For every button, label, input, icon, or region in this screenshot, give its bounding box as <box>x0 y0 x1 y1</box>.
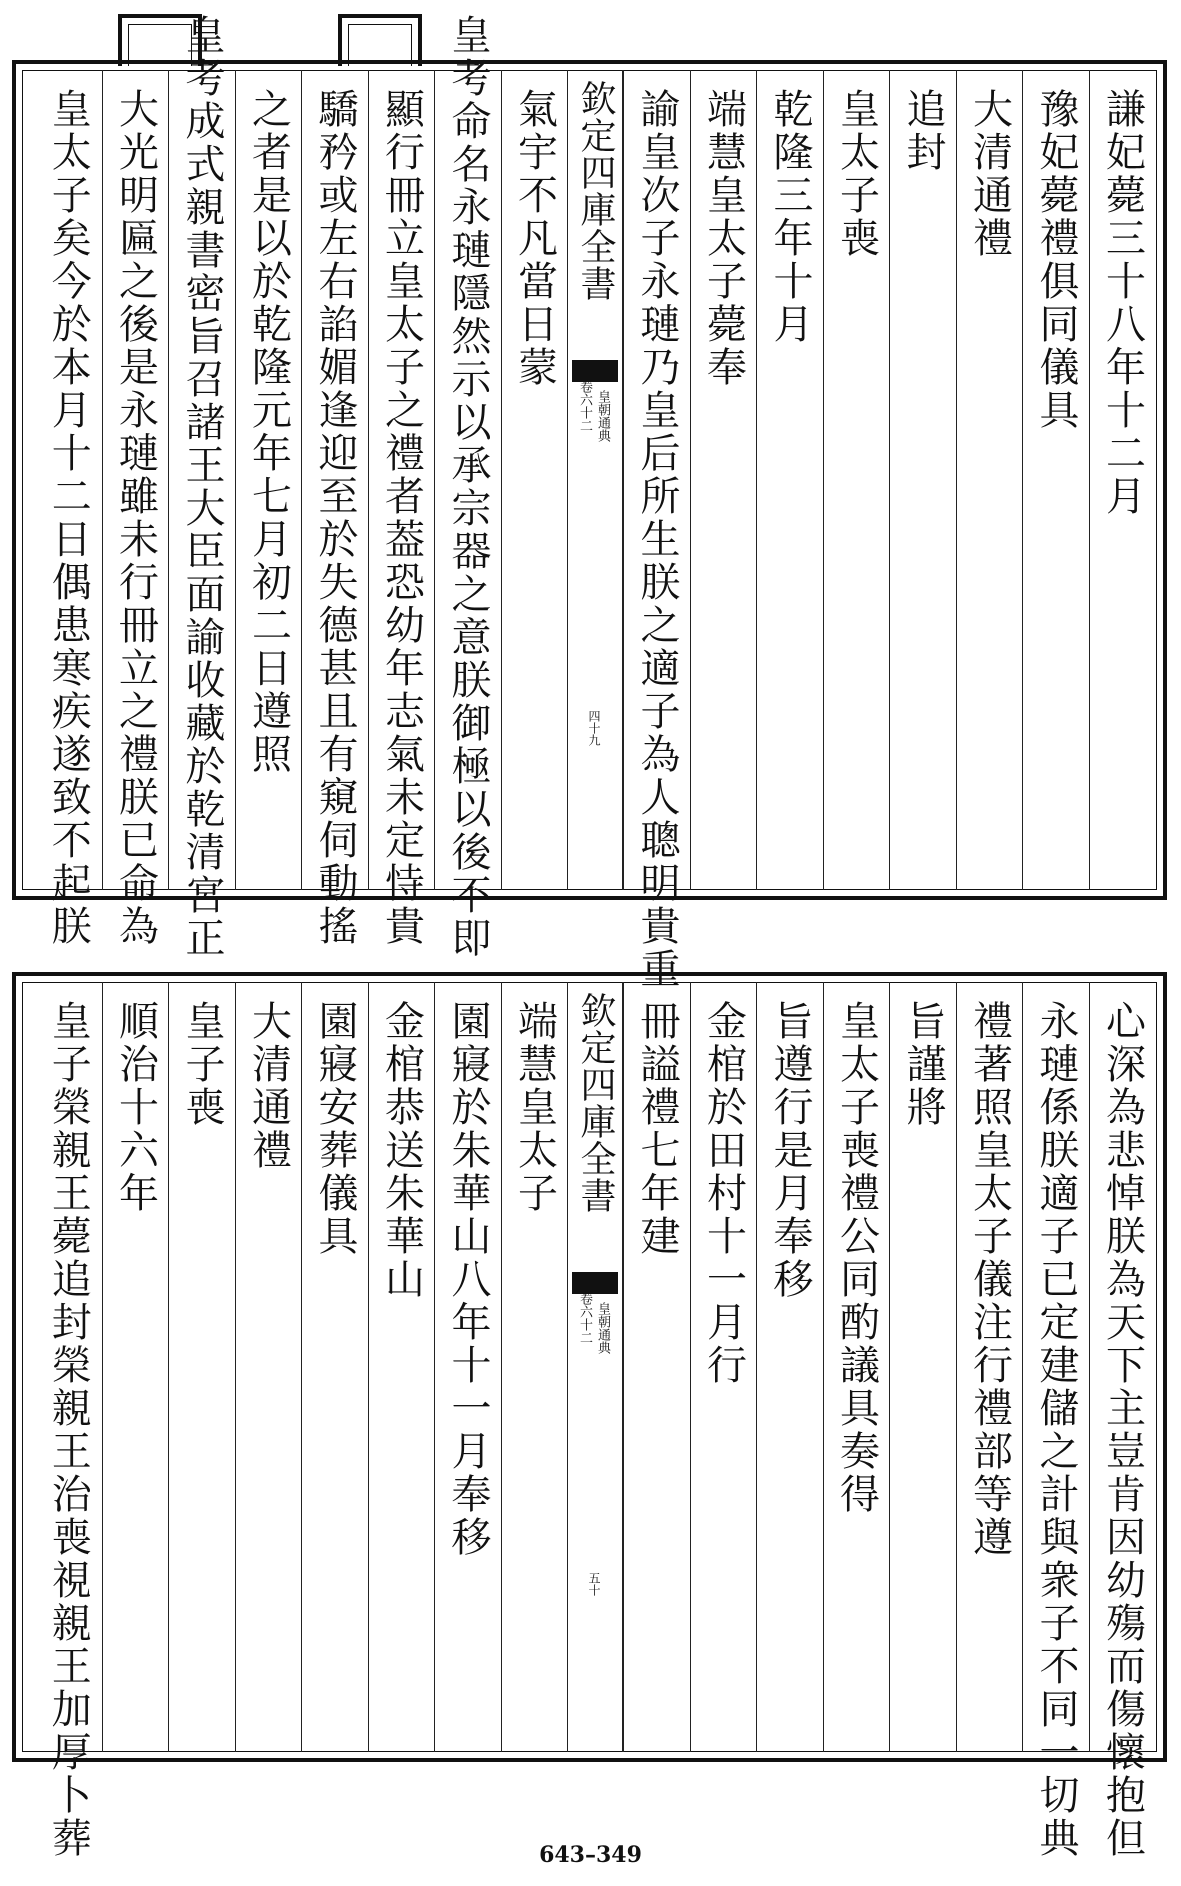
text-column <box>956 70 1023 890</box>
column-text: 皇考成式親書密旨召諸王大臣面諭收藏於乾清宮正 <box>179 14 225 960</box>
column-text: 皇太子喪 <box>833 88 880 260</box>
text-column <box>168 14 235 960</box>
text-column <box>368 982 435 1752</box>
column-text: 皇太子喪禮公同酌議具奏得 <box>833 1000 880 1516</box>
text-column <box>102 70 169 948</box>
column-text: 大光明匾之後是永璉雖未行冊立之禮朕已命為 <box>112 88 159 948</box>
fishtail-mark <box>572 1272 618 1294</box>
text-column <box>1022 70 1089 890</box>
column-text: 驕矜或左右諂媚逢迎至於失德甚且有窺伺動搖 <box>312 88 358 948</box>
column-text: 冊謚禮七年建 <box>634 1000 680 1258</box>
text-column <box>434 14 501 960</box>
volume-number: 卷六十二 <box>577 1292 592 1344</box>
text-column <box>501 70 568 890</box>
column-text: 謙妃薨三十八年十二月 <box>1099 88 1146 518</box>
text-column <box>756 982 823 1752</box>
column-text: 順治十六年 <box>112 1000 159 1215</box>
text-column <box>1022 982 1089 1860</box>
text-column <box>301 982 368 1752</box>
volume-number: 卷六十二 <box>577 380 592 432</box>
top-right-tab <box>338 14 422 66</box>
column-text: 皇子喪 <box>179 1000 225 1129</box>
section-title: 皇朝通典 <box>595 390 610 442</box>
text-column <box>35 70 102 948</box>
book-title: 欽定四庫全書 <box>575 80 616 302</box>
text-column <box>235 982 302 1752</box>
column-text: 端慧皇太子 <box>511 1000 558 1215</box>
column-text: 之者是以於乾隆元年七月初二日遵照 <box>245 88 292 776</box>
column-text: 園寢於朱華山八年十一月奉移 <box>445 1000 491 1559</box>
column-text: 金棺恭送朱華山 <box>378 1000 425 1301</box>
text-column <box>1089 70 1156 890</box>
text-column <box>956 982 1023 1752</box>
section-title: 皇朝通典 <box>595 1302 610 1354</box>
text-column <box>623 982 690 1752</box>
column-text: 旨遵行是月奉移 <box>767 1000 813 1301</box>
text-column <box>168 982 235 1752</box>
text-column <box>102 982 169 1752</box>
text-column <box>823 70 890 890</box>
text-column <box>301 70 368 948</box>
text-column <box>889 70 956 890</box>
fishtail-mark <box>572 360 618 382</box>
text-column <box>690 70 757 890</box>
column-text: 端慧皇太子薨奉 <box>700 88 747 389</box>
column-text: 大清通禮 <box>245 1000 292 1172</box>
column-text: 大清通禮 <box>966 88 1013 260</box>
column-text: 皇太子矣今於本月十二日偶患寒疾遂致不起朕 <box>45 88 92 948</box>
text-column <box>756 70 823 890</box>
column-text: 禮著照皇太子儀注行禮部等遵 <box>966 1000 1013 1559</box>
text-column <box>1089 982 1156 1860</box>
text-column <box>823 982 890 1752</box>
text-column <box>690 982 757 1752</box>
center-margin <box>567 982 623 1752</box>
column-text: 金棺於田村十一月行 <box>700 1000 747 1387</box>
column-text: 旨謹將 <box>900 1000 946 1129</box>
text-column <box>235 70 302 890</box>
text-column <box>434 982 501 1752</box>
column-text: 心深為悲悼朕為天下主豈肯因幼殤而傷懷抱但 <box>1099 1000 1146 1860</box>
text-column <box>501 982 568 1752</box>
book-title: 欽定四庫全書 <box>575 992 616 1214</box>
column-text: 永璉係朕適子已定建儲之計與衆子不同一切典 <box>1033 1000 1079 1860</box>
column-text: 豫妃薨禮俱同儀具 <box>1033 88 1079 432</box>
text-column <box>368 70 435 948</box>
folio-number: 四十九 <box>587 710 601 746</box>
folio-number: 五十 <box>587 1572 601 1596</box>
column-text: 顯行冊立皇太子之禮者葢恐幼年志氣未定恃貴 <box>378 88 425 948</box>
page-number: 643–349 <box>539 1842 642 1868</box>
column-text: 皇子榮親王薨追封榮親王治喪視親王加厚卜葬 <box>45 1000 92 1860</box>
column-text: 諭皇次子永璉乃皇后所生朕之適子為人聰明貴重 <box>634 88 680 991</box>
text-column <box>35 982 102 1860</box>
column-text: 氣宇不凡當日蒙 <box>511 88 558 389</box>
text-column <box>889 982 956 1752</box>
center-margin <box>567 70 623 890</box>
column-text: 追封 <box>900 88 946 174</box>
column-text: 乾隆三年十月 <box>767 88 813 346</box>
text-column <box>623 70 690 991</box>
column-text: 皇考命名永璉隱然示以承宗器之意朕御極以後不即 <box>445 14 491 960</box>
top-page <box>12 14 1167 991</box>
column-text: 園寢安葬儀具 <box>312 1000 358 1258</box>
